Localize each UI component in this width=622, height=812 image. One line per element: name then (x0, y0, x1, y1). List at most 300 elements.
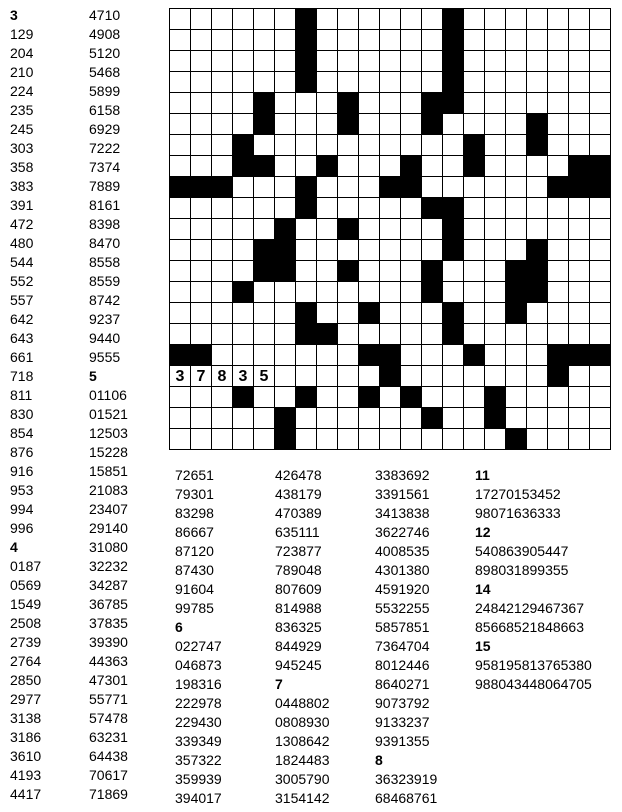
grid-cell[interactable] (380, 282, 401, 303)
grid-cell[interactable] (548, 114, 569, 135)
grid-cell[interactable] (254, 30, 275, 51)
grid-cell[interactable] (569, 429, 590, 450)
grid-cell[interactable] (506, 114, 527, 135)
grid-cell[interactable] (170, 240, 191, 261)
grid-cell[interactable] (443, 387, 464, 408)
grid-cell[interactable] (485, 177, 506, 198)
grid-cell[interactable] (380, 303, 401, 324)
grid-cell[interactable] (338, 156, 359, 177)
grid-cell[interactable] (464, 219, 485, 240)
grid-cell[interactable] (401, 198, 422, 219)
grid-cell[interactable] (401, 408, 422, 429)
grid-cell[interactable] (548, 198, 569, 219)
grid-cell[interactable] (527, 198, 548, 219)
grid-cell[interactable] (401, 303, 422, 324)
grid-cell[interactable] (338, 345, 359, 366)
grid-cell[interactable] (548, 429, 569, 450)
grid-cell[interactable] (548, 93, 569, 114)
grid-cell[interactable] (380, 219, 401, 240)
grid-cell[interactable] (443, 408, 464, 429)
grid-cell[interactable] (317, 387, 338, 408)
grid-cell[interactable] (506, 177, 527, 198)
grid-cell[interactable] (212, 408, 233, 429)
grid-cell[interactable] (569, 303, 590, 324)
grid-cell[interactable]: 8 (212, 366, 233, 387)
grid-cell[interactable] (233, 408, 254, 429)
grid-cell[interactable] (590, 366, 611, 387)
grid-cell[interactable] (527, 303, 548, 324)
grid-cell[interactable] (401, 9, 422, 30)
grid-cell[interactable] (191, 324, 212, 345)
grid-cell[interactable] (506, 408, 527, 429)
grid-cell[interactable] (359, 156, 380, 177)
grid-cell[interactable] (569, 282, 590, 303)
grid-cell[interactable] (170, 282, 191, 303)
grid-cell[interactable] (254, 219, 275, 240)
grid-cell[interactable] (590, 303, 611, 324)
grid-cell[interactable] (275, 345, 296, 366)
grid-cell[interactable] (254, 51, 275, 72)
grid-cell[interactable] (359, 324, 380, 345)
grid-cell[interactable] (191, 93, 212, 114)
grid-cell[interactable] (443, 156, 464, 177)
grid-cell[interactable] (464, 366, 485, 387)
grid-cell[interactable] (254, 345, 275, 366)
grid-cell[interactable] (422, 345, 443, 366)
grid-cell[interactable] (338, 282, 359, 303)
grid-cell[interactable] (506, 51, 527, 72)
grid-cell[interactable] (401, 219, 422, 240)
grid-cell[interactable] (317, 93, 338, 114)
grid-cell[interactable] (590, 387, 611, 408)
grid-cell[interactable] (569, 324, 590, 345)
grid-cell[interactable] (422, 429, 443, 450)
grid-cell[interactable] (191, 303, 212, 324)
grid-cell[interactable] (317, 9, 338, 30)
grid-cell[interactable] (359, 198, 380, 219)
grid-cell[interactable] (464, 282, 485, 303)
grid-cell[interactable] (443, 366, 464, 387)
grid-cell[interactable] (338, 9, 359, 30)
grid-cell[interactable] (485, 72, 506, 93)
grid-cell[interactable] (170, 9, 191, 30)
grid-cell[interactable] (401, 30, 422, 51)
grid-cell[interactable] (401, 345, 422, 366)
grid-cell[interactable] (233, 30, 254, 51)
grid-cell[interactable] (275, 303, 296, 324)
grid-cell[interactable] (170, 219, 191, 240)
grid-cell[interactable] (296, 429, 317, 450)
grid-cell[interactable] (170, 324, 191, 345)
grid-cell[interactable] (212, 324, 233, 345)
grid-cell[interactable] (317, 345, 338, 366)
grid-cell[interactable] (338, 51, 359, 72)
grid-cell[interactable] (254, 72, 275, 93)
grid-cell[interactable] (380, 156, 401, 177)
grid-cell[interactable] (485, 282, 506, 303)
grid-cell[interactable] (170, 198, 191, 219)
grid-cell[interactable]: 7 (191, 366, 212, 387)
grid-cell[interactable] (464, 198, 485, 219)
grid-cell[interactable] (275, 366, 296, 387)
grid-cell[interactable] (338, 72, 359, 93)
grid-cell[interactable] (485, 114, 506, 135)
grid-cell[interactable] (464, 177, 485, 198)
grid-cell[interactable] (296, 93, 317, 114)
grid-cell[interactable] (380, 387, 401, 408)
grid-cell[interactable] (527, 219, 548, 240)
grid-cell[interactable] (275, 9, 296, 30)
grid-cell[interactable] (443, 114, 464, 135)
grid-cell[interactable] (464, 324, 485, 345)
grid-cell[interactable] (317, 219, 338, 240)
grid-cell[interactable] (170, 387, 191, 408)
grid-cell[interactable] (191, 408, 212, 429)
grid-cell[interactable] (212, 156, 233, 177)
grid-cell[interactable] (527, 156, 548, 177)
grid-cell[interactable] (485, 324, 506, 345)
grid-cell[interactable] (317, 177, 338, 198)
grid-cell[interactable] (380, 30, 401, 51)
grid-cell[interactable] (338, 177, 359, 198)
grid-cell[interactable] (359, 261, 380, 282)
grid-cell[interactable] (191, 219, 212, 240)
grid-cell[interactable] (422, 324, 443, 345)
grid-cell[interactable] (401, 282, 422, 303)
grid-cell[interactable] (233, 240, 254, 261)
grid-cell[interactable] (443, 135, 464, 156)
grid-cell[interactable] (296, 240, 317, 261)
grid-cell[interactable] (254, 9, 275, 30)
grid-cell[interactable] (590, 135, 611, 156)
grid-cell[interactable] (548, 51, 569, 72)
grid-cell[interactable] (170, 261, 191, 282)
grid-cell[interactable] (233, 303, 254, 324)
grid-cell[interactable] (527, 429, 548, 450)
grid-cell[interactable] (212, 51, 233, 72)
grid-cell[interactable] (401, 72, 422, 93)
grid-cell[interactable] (422, 387, 443, 408)
grid-cell[interactable] (569, 366, 590, 387)
grid-cell[interactable] (338, 408, 359, 429)
grid-cell[interactable] (233, 345, 254, 366)
grid-cell[interactable] (317, 429, 338, 450)
grid-cell[interactable] (233, 93, 254, 114)
grid-cell[interactable] (464, 72, 485, 93)
grid-cell[interactable] (317, 303, 338, 324)
grid-cell[interactable] (233, 114, 254, 135)
grid-cell[interactable] (296, 366, 317, 387)
grid-cell[interactable] (212, 345, 233, 366)
grid-cell[interactable] (485, 156, 506, 177)
grid-cell[interactable] (527, 324, 548, 345)
grid-cell[interactable] (548, 72, 569, 93)
grid-cell[interactable] (569, 30, 590, 51)
grid-cell[interactable] (233, 51, 254, 72)
grid-cell[interactable] (275, 30, 296, 51)
grid-cell[interactable] (422, 240, 443, 261)
grid-cell[interactable] (527, 72, 548, 93)
grid-cell[interactable] (191, 387, 212, 408)
grid-cell[interactable] (380, 429, 401, 450)
grid-cell[interactable] (464, 240, 485, 261)
grid-cell[interactable] (464, 261, 485, 282)
grid-cell[interactable] (380, 93, 401, 114)
grid-cell[interactable] (485, 429, 506, 450)
grid-cell[interactable] (548, 387, 569, 408)
grid-cell[interactable] (569, 261, 590, 282)
grid-cell[interactable] (380, 240, 401, 261)
grid-cell[interactable] (485, 93, 506, 114)
grid-cell[interactable] (212, 135, 233, 156)
grid-cell[interactable] (359, 93, 380, 114)
grid-cell[interactable] (170, 72, 191, 93)
grid-cell[interactable] (191, 30, 212, 51)
grid-cell[interactable] (338, 387, 359, 408)
grid-cell[interactable] (590, 408, 611, 429)
grid-cell[interactable] (338, 366, 359, 387)
grid-cell[interactable] (170, 30, 191, 51)
grid-cell[interactable] (569, 240, 590, 261)
grid-cell[interactable] (443, 429, 464, 450)
grid-cell[interactable] (191, 72, 212, 93)
grid-cell[interactable] (548, 324, 569, 345)
grid-cell[interactable] (338, 324, 359, 345)
grid-cell[interactable] (485, 9, 506, 30)
grid-cell[interactable] (254, 177, 275, 198)
grid-cell[interactable] (275, 324, 296, 345)
grid-cell[interactable] (212, 30, 233, 51)
grid-cell[interactable] (212, 198, 233, 219)
grid-cell[interactable] (590, 9, 611, 30)
grid-cell[interactable] (191, 261, 212, 282)
grid-cell[interactable] (233, 177, 254, 198)
grid-cell[interactable] (506, 345, 527, 366)
grid-cell[interactable] (569, 51, 590, 72)
grid-cell[interactable] (443, 345, 464, 366)
grid-cell[interactable] (296, 261, 317, 282)
grid-cell[interactable] (275, 387, 296, 408)
grid-cell[interactable] (485, 135, 506, 156)
grid-cell[interactable] (275, 177, 296, 198)
grid-cell[interactable] (401, 366, 422, 387)
grid-cell[interactable] (506, 156, 527, 177)
grid-cell[interactable] (170, 303, 191, 324)
grid-cell[interactable] (191, 282, 212, 303)
grid-cell[interactable] (359, 366, 380, 387)
grid-cell[interactable] (317, 282, 338, 303)
grid-cell[interactable] (170, 114, 191, 135)
grid-cell[interactable] (548, 219, 569, 240)
grid-cell[interactable] (422, 366, 443, 387)
grid-cell[interactable] (212, 93, 233, 114)
grid-cell[interactable] (548, 9, 569, 30)
grid-cell[interactable] (548, 240, 569, 261)
grid-cell[interactable] (254, 387, 275, 408)
grid-cell[interactable] (506, 198, 527, 219)
grid-cell[interactable] (485, 219, 506, 240)
grid-cell[interactable] (464, 303, 485, 324)
grid-cell[interactable] (485, 198, 506, 219)
grid-cell[interactable] (170, 135, 191, 156)
grid-cell[interactable]: 5 (254, 366, 275, 387)
grid-cell[interactable] (212, 9, 233, 30)
grid-cell[interactable] (212, 387, 233, 408)
grid-cell[interactable] (569, 9, 590, 30)
grid-cell[interactable] (212, 219, 233, 240)
grid-cell[interactable] (317, 198, 338, 219)
grid-cell[interactable] (317, 366, 338, 387)
grid-cell[interactable] (590, 282, 611, 303)
grid-cell[interactable] (590, 93, 611, 114)
grid-cell[interactable] (212, 114, 233, 135)
grid-cell[interactable] (254, 282, 275, 303)
grid-cell[interactable] (485, 240, 506, 261)
grid-cell[interactable] (527, 9, 548, 30)
grid-cell[interactable] (275, 135, 296, 156)
grid-cell[interactable] (170, 93, 191, 114)
grid-cell[interactable] (317, 114, 338, 135)
grid-cell[interactable] (548, 261, 569, 282)
grid-cell[interactable] (380, 72, 401, 93)
grid-cell[interactable] (527, 366, 548, 387)
grid-cell[interactable] (569, 114, 590, 135)
grid-cell[interactable] (464, 408, 485, 429)
grid-cell[interactable] (296, 282, 317, 303)
grid-cell[interactable] (254, 324, 275, 345)
grid-cell[interactable] (485, 51, 506, 72)
grid-cell[interactable] (590, 219, 611, 240)
grid-cell[interactable] (338, 135, 359, 156)
grid-cell[interactable] (527, 345, 548, 366)
grid-cell[interactable] (485, 261, 506, 282)
grid-cell[interactable] (170, 51, 191, 72)
grid-cell[interactable] (569, 198, 590, 219)
grid-cell[interactable] (506, 324, 527, 345)
grid-cell[interactable] (464, 93, 485, 114)
grid-cell[interactable] (401, 261, 422, 282)
grid-cell[interactable] (590, 324, 611, 345)
grid-cell[interactable] (401, 429, 422, 450)
grid-cell[interactable] (401, 93, 422, 114)
grid-cell[interactable] (191, 135, 212, 156)
grid-cell[interactable] (359, 72, 380, 93)
grid-cell[interactable] (254, 408, 275, 429)
grid-cell[interactable] (506, 240, 527, 261)
grid-cell[interactable] (464, 429, 485, 450)
grid-cell[interactable] (422, 156, 443, 177)
grid-cell[interactable] (590, 114, 611, 135)
grid-cell[interactable] (548, 282, 569, 303)
grid-cell[interactable] (317, 135, 338, 156)
grid-cell[interactable] (401, 240, 422, 261)
grid-cell[interactable] (485, 303, 506, 324)
grid-cell[interactable] (233, 429, 254, 450)
grid-cell[interactable] (317, 240, 338, 261)
grid-cell[interactable] (296, 345, 317, 366)
grid-cell[interactable] (338, 198, 359, 219)
grid-cell[interactable] (527, 408, 548, 429)
grid-cell[interactable] (233, 261, 254, 282)
grid-cell[interactable] (527, 30, 548, 51)
grid-cell[interactable] (380, 408, 401, 429)
grid-cell[interactable] (275, 51, 296, 72)
grid-cell[interactable] (569, 93, 590, 114)
grid-cell[interactable] (296, 219, 317, 240)
grid-cell[interactable] (590, 429, 611, 450)
grid-cell[interactable] (590, 30, 611, 51)
grid-cell[interactable] (359, 114, 380, 135)
grid-cell[interactable] (527, 93, 548, 114)
grid-cell[interactable] (212, 429, 233, 450)
grid-cell[interactable] (443, 261, 464, 282)
grid-cell[interactable]: 3 (233, 366, 254, 387)
grid-cell[interactable] (506, 9, 527, 30)
grid-cell[interactable] (317, 408, 338, 429)
grid-cell[interactable] (338, 303, 359, 324)
grid-cell[interactable] (548, 408, 569, 429)
grid-cell[interactable] (212, 303, 233, 324)
grid-cell[interactable] (359, 408, 380, 429)
grid-cell[interactable] (359, 240, 380, 261)
grid-cell[interactable] (275, 114, 296, 135)
grid-cell[interactable] (380, 51, 401, 72)
grid-cell[interactable] (191, 51, 212, 72)
grid-cell[interactable] (233, 72, 254, 93)
grid-cell[interactable] (170, 429, 191, 450)
grid-cell[interactable] (359, 135, 380, 156)
grid-cell[interactable] (233, 198, 254, 219)
grid-cell[interactable] (296, 135, 317, 156)
grid-cell[interactable] (233, 219, 254, 240)
grid-cell[interactable]: 3 (170, 366, 191, 387)
grid-cell[interactable] (422, 30, 443, 51)
grid-cell[interactable] (380, 198, 401, 219)
grid-cell[interactable] (506, 93, 527, 114)
grid-cell[interactable] (254, 303, 275, 324)
grid-cell[interactable] (590, 240, 611, 261)
grid-cell[interactable] (338, 30, 359, 51)
grid-cell[interactable] (590, 261, 611, 282)
grid-cell[interactable] (569, 72, 590, 93)
grid-cell[interactable] (317, 51, 338, 72)
grid-cell[interactable] (569, 387, 590, 408)
grid-cell[interactable] (191, 198, 212, 219)
grid-cell[interactable] (275, 282, 296, 303)
grid-cell[interactable] (401, 51, 422, 72)
grid-cell[interactable] (443, 282, 464, 303)
grid-cell[interactable] (506, 366, 527, 387)
grid-cell[interactable] (569, 408, 590, 429)
grid-cell[interactable] (317, 72, 338, 93)
grid-cell[interactable] (359, 30, 380, 51)
grid-cell[interactable] (590, 72, 611, 93)
grid-cell[interactable] (296, 156, 317, 177)
grid-cell[interactable] (233, 324, 254, 345)
grid-cell[interactable] (212, 72, 233, 93)
grid-cell[interactable] (212, 261, 233, 282)
grid-cell[interactable] (191, 9, 212, 30)
grid-cell[interactable] (548, 135, 569, 156)
grid-cell[interactable] (527, 387, 548, 408)
grid-cell[interactable] (212, 240, 233, 261)
grid-cell[interactable] (464, 114, 485, 135)
grid-cell[interactable] (464, 387, 485, 408)
grid-cell[interactable] (212, 282, 233, 303)
grid-cell[interactable] (506, 135, 527, 156)
grid-cell[interactable] (422, 51, 443, 72)
grid-cell[interactable] (527, 177, 548, 198)
